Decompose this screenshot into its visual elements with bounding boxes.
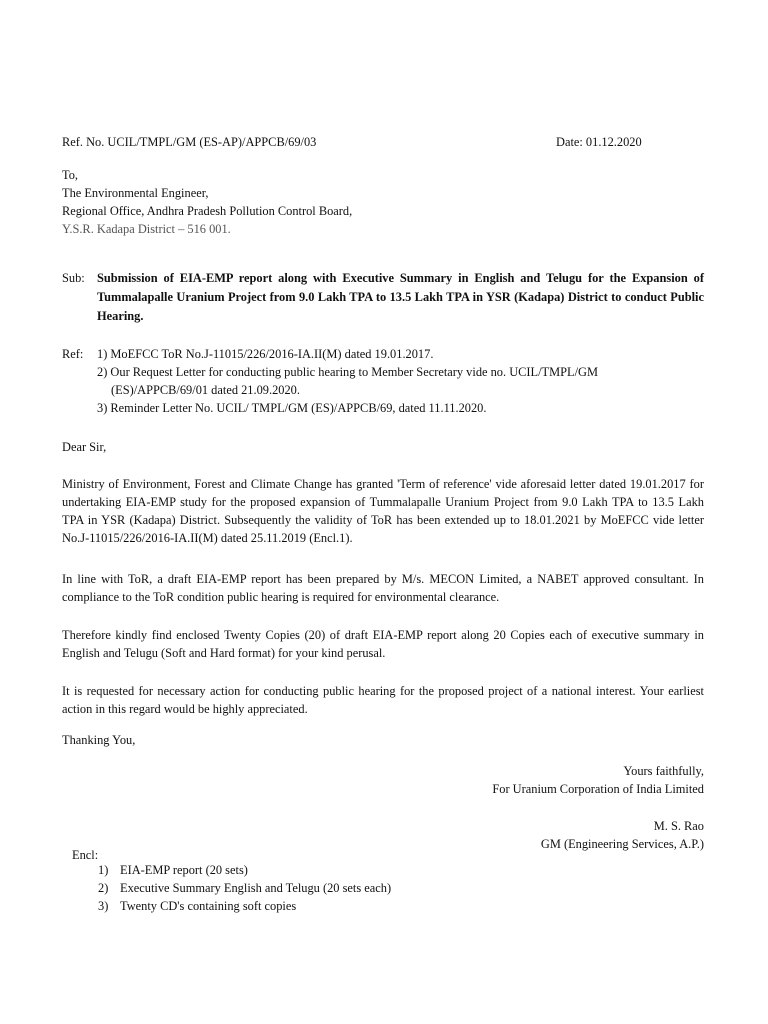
enclosure-text: Twenty CD's containing soft copies <box>120 899 297 913</box>
body-paragraph: Ministry of Environment, Forest and Climate Change has granted 'Term of reference' vide aforesaid letter dated 19.01.2017 for undertaking EIA-EMP study for the proposed expansion of Tummalapalle Uranium Project from 9.0 Lakh TPA to 13.5 Lakh TPA in YSR (Kadapa) District. Subsequently the validity of ToR has been extended up to 18.01.2021 by MoEFCC vide letter No.J-11015/226/2016-IA.II(M) dated 25.11.2019 (Encl.1). <box>62 477 704 545</box>
reference-item: 3) Reminder Letter No. UCIL/ TMPL/GM (ES)/APPCB/69, dated 11.11.2020. <box>97 401 487 415</box>
thanking-line: Thanking You, <box>62 733 136 747</box>
reference-item: 2) Our Request Letter for conducting public hearing to Member Secretary vide no. UCIL/TMPL/GM <box>97 365 599 379</box>
signature-block <box>360 762 704 853</box>
subject-text: Submission of EIA-EMP report along with Executive Summary in English and Telugu for the Expansion of Tummalapalle Uranium Project from 9.0 Lakh TPA to 13.5 Lakh TPA in YSR (Kadapa) District to conduct Public Hearing. <box>97 271 704 323</box>
body-paragraph: In line with ToR, a draft EIA-EMP report has been prepared by M/s. MECON Limited, a NABET approved consultant. In compliance to the ToR condition public hearing is required for environmental clearance. <box>62 572 704 604</box>
enclosure-item <box>98 861 598 879</box>
addressee-line: The Environmental Engineer, <box>62 186 209 200</box>
enclosure-number: 1) <box>98 863 109 877</box>
organization-line: For Uranium Corporation of India Limited <box>492 782 704 796</box>
addressee-line: Y.S.R. Kadapa District – 516 001. <box>62 222 231 236</box>
enclosure-text: Executive Summary English and Telugu (20 sets each) <box>120 881 392 895</box>
body-paragraph: Therefore kindly find enclosed Twenty Copies (20) of draft EIA-EMP report along 20 Copies each of executive summary in English and Telugu (Soft and Hard format) for your kind perusal. <box>62 628 704 660</box>
references-list <box>97 345 707 417</box>
addressee-line: Regional Office, Andhra Pradesh Pollution Control Board, <box>62 204 353 218</box>
enclosures-list <box>98 861 598 915</box>
body-paragraph: It is requested for necessary action for conducting public hearing for the proposed project of a national interest. Your earliest action in this regard would be highly appreciated. <box>62 684 704 716</box>
addressee-to: To, <box>62 168 78 182</box>
enclosure-item <box>98 897 598 915</box>
references-label: Ref: <box>62 347 84 361</box>
letter-date: Date: 01.12.2020 <box>556 135 642 149</box>
enclosure-number: 3) <box>98 899 109 913</box>
reference-item-continued: (ES)/APPCB/69/01 dated 21.09.2020. <box>111 383 300 397</box>
signatory-designation: GM (Engineering Services, A.P.) <box>540 837 704 851</box>
closing-line: Yours faithfully, <box>623 764 704 778</box>
enclosure-number: 2) <box>98 881 109 895</box>
reference-item: 1) MoEFCC ToR No.J-11015/226/2016-IA.II(M) dated 19.01.2017. <box>97 347 434 361</box>
signatory-name: M. S. Rao <box>653 819 704 833</box>
enclosure-item <box>98 879 598 897</box>
addressee-block <box>62 166 352 238</box>
enclosure-text: EIA-EMP report (20 sets) <box>120 863 248 877</box>
enclosures-label: Encl: <box>72 848 99 862</box>
reference-number: Ref. No. UCIL/TMPL/GM (ES-AP)/APPCB/69/03 <box>62 135 317 149</box>
subject-label: Sub: <box>62 271 85 285</box>
salutation: Dear Sir, <box>62 440 107 454</box>
